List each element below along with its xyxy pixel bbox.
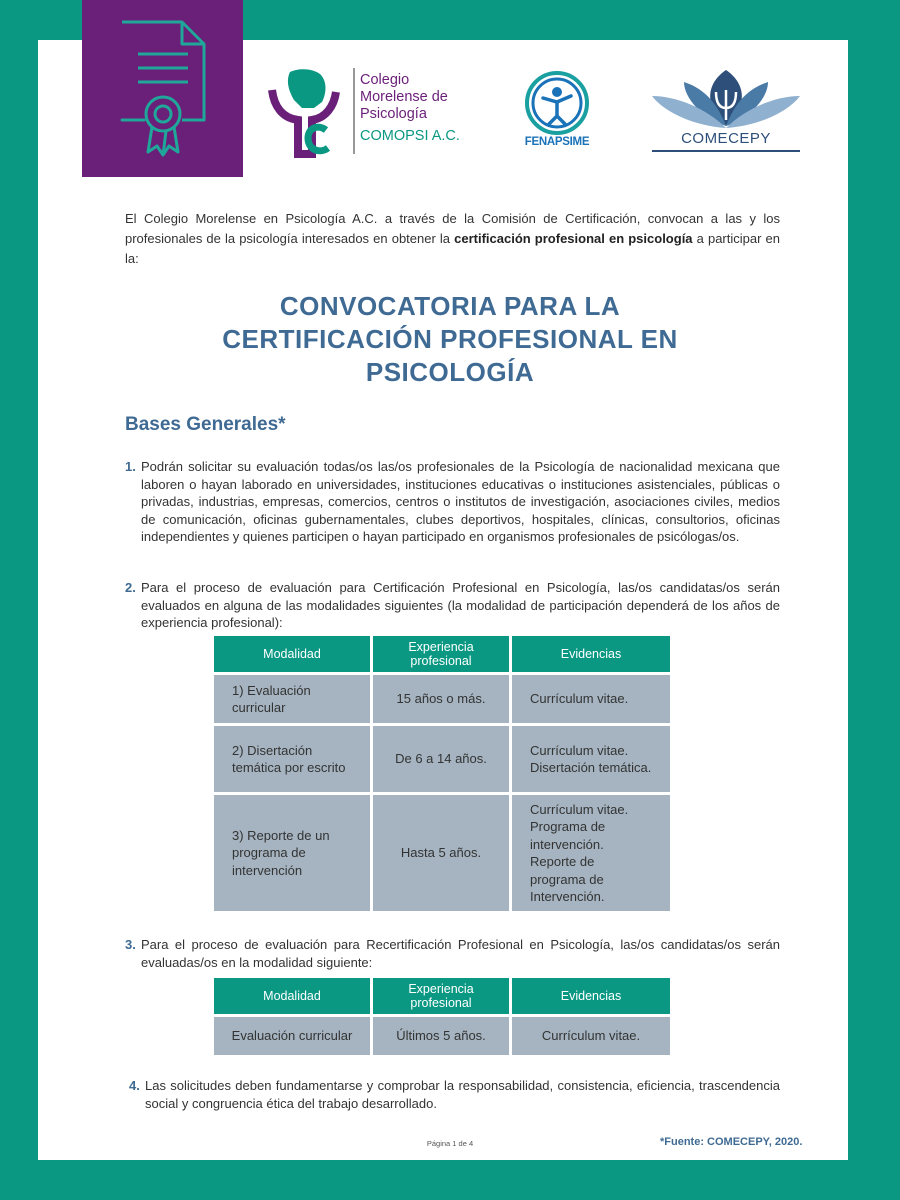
item-text: Para el proceso de evaluación para Recertificación Profesional en Psicología, las/os candidatas/os serán evaluadas/os en la modalidad siguiente: (141, 937, 780, 970)
section-heading: Bases Generales* (125, 414, 286, 435)
table-cell: 2) Disertación temática por escrito (214, 726, 370, 792)
list-item-1 (125, 458, 780, 546)
comopsi-divider (353, 68, 355, 154)
table-cell: Currículum vitae. (512, 1017, 670, 1055)
table-cell: Currículum vitae. Disertación temática. (512, 726, 670, 792)
title-line-3: PSICOLOGÍA (365, 357, 535, 387)
item-number: 3. (125, 937, 136, 952)
table-header-row (214, 978, 670, 1014)
psi-symbol-icon (268, 68, 350, 158)
intro-paragraph (125, 209, 780, 269)
table-row (214, 726, 670, 792)
table-header-row (214, 636, 670, 672)
title-line-1: CONVOCATORIA PARA LA (279, 291, 621, 321)
intro-text-after: a participar en la: (125, 231, 781, 266)
item-number: 2. (125, 580, 136, 595)
lotus-icon (650, 68, 802, 130)
comopsi-line3: Psicología (360, 106, 427, 122)
table-cell: Currículum vitae. Programa de intervención. Reporte de programa de Intervención. (512, 795, 670, 911)
col-header-evidencias: Evidencias (512, 636, 670, 672)
intro-text-before: El Colegio Morelense en Psicología A.C. a través de la Comisión de Certificación, convocan a las y los profesionales de la psicología interesados en obtener la (125, 211, 780, 246)
item-text: Las solicitudes deben fundamentarse y comprobar la responsabilidad, consistencia, eficiencia, trascendencia social y congruencia ética del trabajo desarrollado. (145, 1078, 780, 1111)
table-cell: Currículum vitae. (512, 675, 670, 723)
col-header-experiencia: Experiencia profesional (373, 978, 509, 1014)
certificate-icon (82, 0, 243, 177)
table-cell: 1) Evaluación curricular (214, 675, 370, 723)
comopsi-logo (268, 68, 478, 158)
list-item-3 (125, 936, 780, 971)
certificate-badge (82, 0, 243, 177)
table-row (214, 1017, 670, 1055)
fenapsime-logo (521, 70, 593, 154)
item-number: 1. (125, 459, 136, 474)
comopsi-line2: Morelense de (360, 89, 448, 105)
list-item-4 (125, 1077, 780, 1112)
table-cell: 3) Reporte de un programa de intervención (214, 795, 370, 911)
table-cell: 15 años o más. (373, 675, 509, 723)
certification-table (211, 633, 673, 914)
table-row (214, 795, 670, 911)
fenapsime-name: FENAPSIME (524, 136, 590, 148)
col-header-experiencia: Experiencia profesional (373, 636, 509, 672)
list-item-2 (125, 579, 780, 632)
item-number: 4. (129, 1078, 140, 1093)
item-text: Para el proceso de evaluación para Certificación Profesional en Psicología, las/os candidatas/os serán evaluados en alguna de las modalidades siguientes (la modalidad de participación dependerá de los años de experiencia profesional): (141, 580, 780, 630)
comopsi-line4: COMOPSI A.C. (360, 128, 460, 144)
table-cell: Últimos 5 años. (373, 1017, 509, 1055)
page-title (150, 290, 750, 389)
source-note: *Fuente: COMECEPY, 2020. (660, 1136, 803, 1148)
fenapsime-emblem-icon (521, 70, 593, 136)
table-row (214, 675, 670, 723)
comecepy-logo (650, 68, 802, 156)
title-line-2: CERTIFICACIÓN PROFESIONAL EN (222, 324, 678, 354)
item-text: Podrán solicitar su evaluación todas/os las/os profesionales de la Psicología de nacionalidad mexicana que laboren o hayan laborado en universidades, instituciones educativas o instituciones asistenciales, públicas o privadas, industrias, empresas, comercios, centros o institutos de investigación, asociaciones civiles, medios de comunicación, oficinas gubernamentales, clubes deportivos, hospitales, clínicas, consultorios, oficinas independientes y quienes participen o hayan participado en organismos profesionales de psicólogas/os. (141, 459, 780, 544)
comopsi-name (360, 72, 460, 145)
col-header-modalidad: Modalidad (214, 978, 370, 1014)
comecepy-underline (652, 150, 800, 152)
table-cell: Hasta 5 años. (373, 795, 509, 911)
intro-text-bold: certificación profesional en psicología (454, 231, 693, 246)
table-cell: Evaluación curricular (214, 1017, 370, 1055)
page-number: Página 1 de 4 (426, 1139, 474, 1148)
col-header-evidencias: Evidencias (512, 978, 670, 1014)
comecepy-name: COMECEPY (681, 130, 771, 147)
table-cell: De 6 a 14 años. (373, 726, 509, 792)
recertification-table (211, 975, 673, 1058)
comopsi-line1: Colegio (360, 72, 410, 88)
col-header-modalidad: Modalidad (214, 636, 370, 672)
